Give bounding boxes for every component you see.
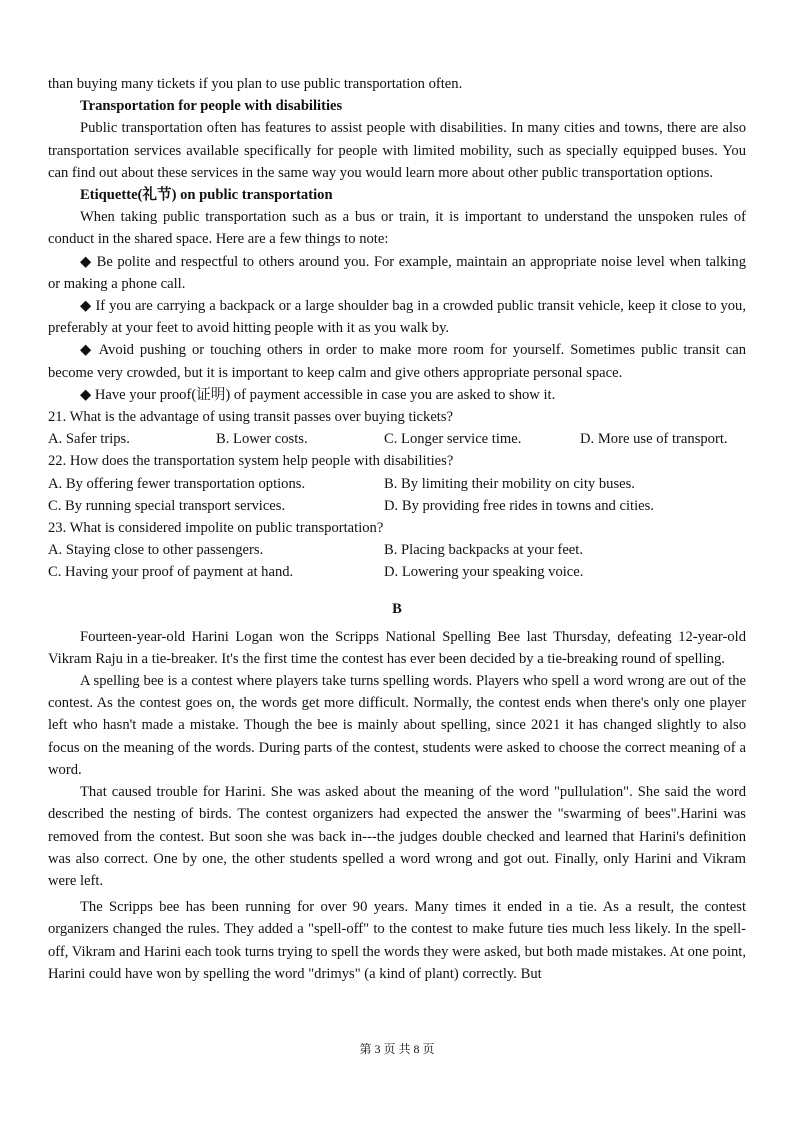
section-b-paragraph: A spelling bee is a contest where players take turns spelling words. Players who spell a word wrong are out of the contest. As the contest goes on, the words get more difficult. Normally, the contest ends when there's only one player left who hasn't made a mistake. Though the bee is mainly about spelling, since 2021 it has changed slightly to also focus on the meaning of the words. During parts of the contest, students were asked to choose the correct meaning of a word.	[48, 673, 746, 778]
bullet-item: ◆ Be polite and respectful to others around you. For example, maintain an appropriate noise level when talking or making a phone call.	[48, 253, 746, 292]
question-options	[48, 428, 746, 450]
bullet-item: ◆ If you are carrying a backpack or a large shoulder bag in a crowded public transit vehicle, keep it close to you, preferably at your feet to avoid hitting people with it as you walk by.	[48, 298, 746, 337]
question-stem: 23. What is considered impolite on public transportation?	[48, 520, 384, 537]
option-b: B. Placing backpacks at your feet.	[384, 542, 583, 559]
continued-line: than buying many tickets if you plan to use public transportation often.	[48, 76, 463, 92]
page-content	[48, 73, 746, 985]
option-a: A. By offering fewer transportation options.	[48, 475, 306, 492]
option-a: A. Staying close to other passengers.	[48, 542, 264, 559]
paragraph-disabilities: Public transportation often has features to assist people with disabilities. In many cities and towns, there are also transportation services available specifically for people with limited mobility, such as specially equipped buses. You can find out about these services in the same way you would learn more about other public transportation options.	[48, 120, 746, 181]
section-b-paragraph: Fourteen-year-old Harini Logan won the Scripps National Spelling Bee last Thursday, defeating 12-year-old Vikram Raju in a tie-breaker. It's the first time the contest has ever been decided by a tie-breaking round of spelling.	[48, 628, 746, 667]
question-options	[48, 473, 746, 495]
option-a: A. Safer trips.	[48, 431, 130, 448]
option-b: B. Lower costs.	[216, 431, 308, 448]
heading-disabilities: Transportation for people with disabilities	[80, 98, 343, 115]
page-number: 第 3 页 共 8 页	[359, 1042, 435, 1056]
section-b-paragraph: That caused trouble for Harini. She was asked about the meaning of the word "pullulation". She said the word described the nesting of birds. The contest organizers had expected the answer the "swarming of bees".Harini was removed from the contest. But soon she was back in---the judges double checked and learned that Harini's definition was also correct. One by one, the other students spelled a word wrong and got out. Finally, only Harini and Vikram were left.	[48, 784, 746, 889]
question-options	[48, 539, 746, 561]
option-c: C. By running special transport services.	[48, 497, 286, 514]
option-b: B. By limiting their mobility on city buses.	[384, 475, 635, 492]
option-d: D. By providing free rides in towns and cities.	[384, 497, 654, 514]
question-stem: 21. What is the advantage of using transit passes over buying tickets?	[48, 409, 454, 426]
question-23	[48, 517, 746, 584]
section-b-paragraph: The Scripps bee has been running for over 90 years. Many times it ended in a tie. As a result, the contest organizers changed the rules. They added a "spell-off" to the contest to make future ties much less likely. In the spell-off, Vikram and Harini each took turns trying to spell the words they were asked, but both made mistakes. At one point, Harini could have won by spelling the word "drimys" (a kind of plant) correctly. But	[48, 899, 746, 982]
heading-etiquette: Etiquette(礼节) on public transportation	[80, 187, 333, 204]
bullet-item: ◆ Have your proof(证明) of payment accessible in case you are asked to show it.	[80, 386, 556, 403]
question-options	[48, 561, 746, 583]
bullet-item: ◆ Avoid pushing or touching others in order to make more room for yourself. Sometimes public transit can become very crowded, but it is important to keep calm and give others appropriate personal space.	[48, 342, 746, 381]
question-21	[48, 406, 746, 450]
paragraph-etiquette: When taking public transportation such as a bus or train, it is important to understand the unspoken rules of conduct in the shared space. Here are a few things to note:	[48, 209, 746, 248]
option-c: C. Having your proof of payment at hand.	[48, 564, 294, 581]
option-d: D. Lowering your speaking voice.	[384, 564, 584, 581]
option-c: C. Longer service time.	[384, 431, 522, 448]
question-22	[48, 450, 746, 517]
option-d: D. More use of transport.	[580, 431, 728, 448]
question-options	[48, 495, 746, 517]
section-b-title: B	[392, 600, 402, 617]
question-stem: 22. How does the transportation system help people with disabilities?	[48, 453, 454, 470]
